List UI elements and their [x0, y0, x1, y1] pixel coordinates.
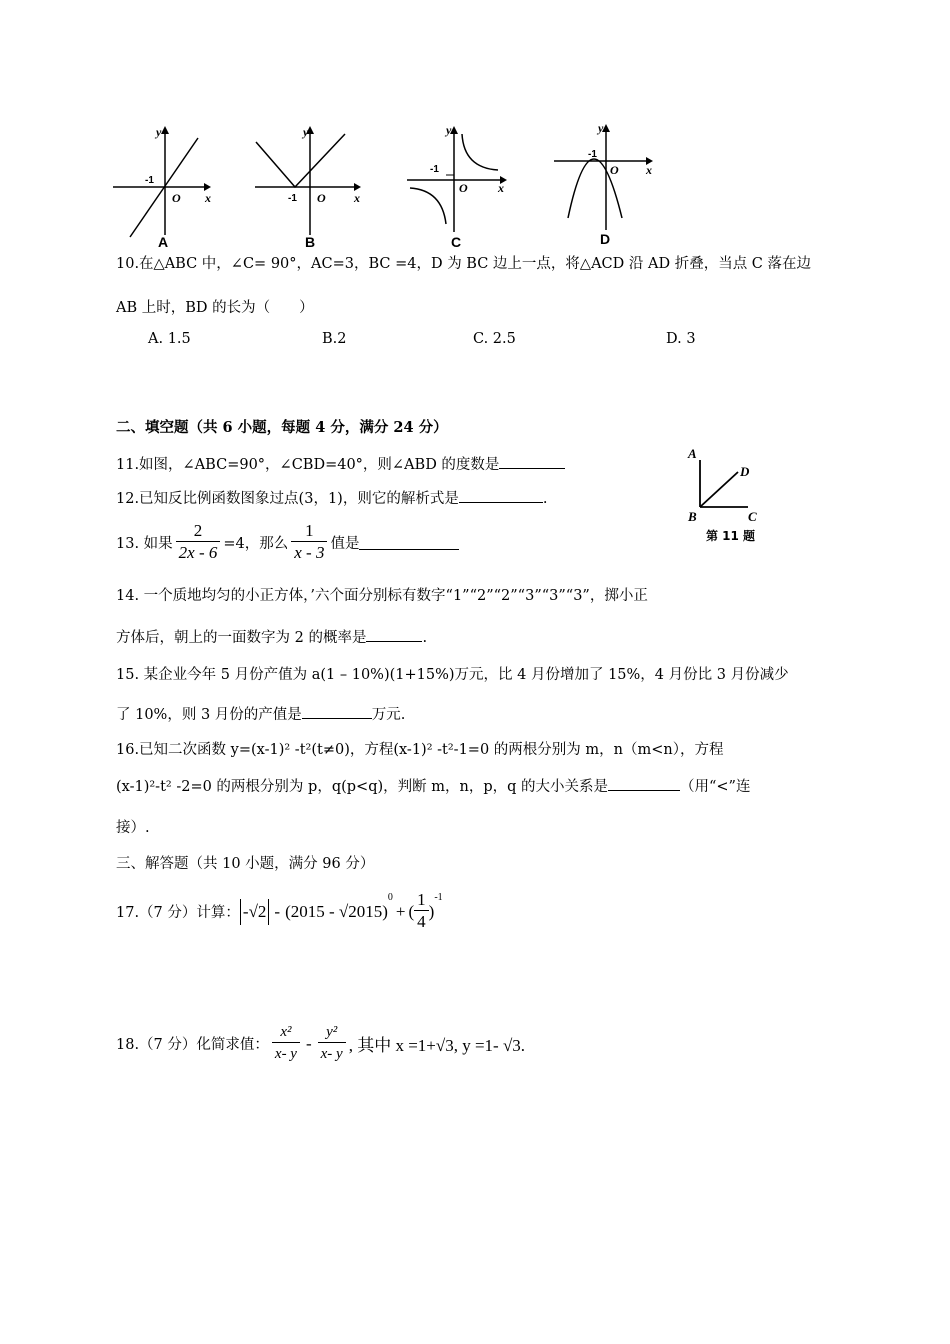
y-label: y	[156, 125, 162, 139]
option-letter: A	[158, 234, 169, 250]
q10-option-c: C. 2.5	[473, 331, 516, 347]
q12	[116, 487, 547, 508]
minus-one-label: -1	[430, 164, 439, 175]
q16-answer-blank	[608, 776, 680, 791]
graph-c	[402, 120, 517, 250]
curve-upper	[462, 134, 498, 170]
q18-fraction-1	[272, 1022, 300, 1065]
q17-label: 17.（7 分）计算：	[116, 905, 240, 921]
point-b-label: B	[688, 509, 697, 524]
curve-lower	[410, 188, 446, 224]
q15-line2-text: 了 10%，则 3 月份的产值是	[116, 707, 302, 723]
graph-line	[256, 134, 345, 187]
q15-end: 万元.	[371, 707, 406, 723]
q18-fraction-2	[318, 1022, 346, 1065]
q13-f2-denominator: x - 3	[291, 541, 327, 564]
x-arrow	[204, 183, 211, 191]
q14-line2	[116, 626, 427, 647]
q10-line1: 10.在△ABC 中，∠C= 90°，AC=3，BC =4，D 为 BC 边上一点，将△ACD 沿 AD 折叠，当点 C 落在边	[116, 256, 812, 272]
origin-label: O	[172, 191, 181, 205]
q12-answer-blank	[459, 488, 543, 503]
q13-fraction-2	[291, 521, 327, 564]
section-2-heading: 二、填空题（共 6 小题，每题 4 分，满分 24 分）	[116, 419, 448, 436]
q18-f1-numerator: x²	[280, 1024, 292, 1040]
x-arrow	[354, 183, 361, 191]
figure-11	[680, 446, 790, 546]
q14-end: .	[422, 630, 428, 646]
q14-line1: 14. 一个质地均匀的小正方体，’六个面分别标有数字“1”“2”“2”“3”“3”“3”，掷小正	[116, 588, 648, 604]
q16-line1: 16.已知二次函数 y=(x-1)² -t²(t≠0)，方程(x-1)² -t²-1=0 的两根分别为 m，n（m<n），方程	[116, 742, 724, 758]
q18-f2-denominator: x- y	[318, 1042, 346, 1065]
q17-exponent-zero: 0	[387, 892, 393, 903]
q16-line2-end: （用“<”连	[680, 779, 751, 795]
q17-fraction	[414, 890, 429, 933]
origin-label: O	[610, 163, 619, 177]
line-bd	[700, 472, 738, 507]
q13-f1-numerator: 2	[193, 521, 203, 540]
section-3-heading: 三、解答题（共 10 小题，满分 96 分）	[116, 856, 375, 872]
minus-one-label: -1	[588, 149, 597, 160]
q18-label: 18.（7 分）化简求值：	[116, 1037, 269, 1053]
point-a-label: A	[688, 446, 697, 461]
q15-answer-blank	[302, 704, 372, 719]
q13-f1-denominator: 2x - 6	[176, 541, 221, 564]
q13	[116, 521, 459, 564]
q17-minus: -	[274, 901, 281, 921]
option-letter: D	[600, 231, 611, 247]
q10-option-d: D. 3	[666, 331, 696, 347]
q17-f-numerator: 1	[417, 890, 426, 909]
q14-answer-blank	[366, 627, 422, 642]
q16-line3: 接）.	[116, 820, 150, 836]
graph-d	[550, 120, 665, 250]
q13-fraction-1	[176, 521, 221, 564]
q11-text: 11.如图，∠ABC=90°，∠CBD=40°，则∠ABD 的度数是	[116, 457, 500, 473]
q17-open-paren: (	[408, 901, 415, 921]
q18-f1-denominator: x- y	[272, 1042, 300, 1065]
q17-plus: +	[395, 901, 406, 921]
q18	[116, 1022, 525, 1065]
q11-answer-blank	[499, 454, 565, 469]
q16-line2-text: (x-1)²-t² -2=0 的两根分别为 p，q(p<q)，判断 m，n，p，q 的大小关系是	[116, 779, 608, 795]
y-arrow	[161, 126, 169, 134]
graph-a	[108, 120, 218, 250]
q13-eq: =4，那么	[223, 536, 289, 552]
q13-f2-numerator: 1	[305, 521, 314, 540]
q13-pre: 13. 如果	[116, 536, 173, 552]
y-label: y	[598, 121, 604, 135]
origin-label: O	[317, 191, 326, 205]
option-letter: B	[305, 234, 316, 250]
point-c-label: C	[748, 509, 757, 524]
q18-minus: -	[305, 1033, 312, 1053]
q10-line2: AB 上时，BD 的长为（ ）	[116, 300, 314, 316]
q13-post: 值是	[330, 536, 360, 552]
origin-label: O	[459, 181, 468, 195]
x-label: x	[354, 191, 360, 205]
y-label: y	[303, 125, 309, 139]
q17-abs-inner: -√2	[242, 901, 267, 921]
figure-caption: 第 11 题	[706, 529, 756, 543]
minus-one-label: -1	[145, 175, 154, 186]
q18-f2-numerator: y²	[326, 1024, 338, 1040]
q14-line2-text: 方体后，朝上的一面数字为 2 的概率是	[116, 630, 367, 646]
q17-exponent-neg1: -1	[434, 892, 443, 903]
q12-text: 12.已知反比例函数图象过点(3，1)，则它的解析式是	[116, 491, 459, 507]
graph-b	[250, 120, 370, 250]
q17-close-paren: )	[428, 901, 435, 921]
x-label: x	[498, 181, 504, 195]
option-letter: C	[451, 234, 462, 250]
q15-line1: 15. 某企业今年 5 月份产值为 a(1 – 10%)(1+15%)万元，比 4 月份增加了 15%，4 月份比 3 月份减少	[116, 667, 789, 683]
q12-end: .	[542, 491, 548, 507]
q17-paren: (2015 - √2015)	[285, 901, 388, 921]
q13-answer-blank	[359, 535, 459, 550]
q18-condition: , 其中 x =1+√3, y =1- √3.	[348, 1036, 526, 1055]
q16-line2	[116, 775, 750, 796]
q10-option-a: A. 1.5	[148, 331, 191, 347]
minus-one-label: -1	[288, 193, 297, 204]
x-label: x	[205, 191, 211, 205]
q17-f-denominator: 4	[414, 910, 429, 933]
q17	[116, 890, 443, 933]
point-d-label: D	[740, 464, 750, 479]
y-label: y	[446, 123, 452, 137]
q15-line2	[116, 703, 405, 724]
q11	[116, 453, 565, 474]
x-label: x	[646, 163, 652, 177]
q10-option-b: B.2	[322, 331, 347, 347]
